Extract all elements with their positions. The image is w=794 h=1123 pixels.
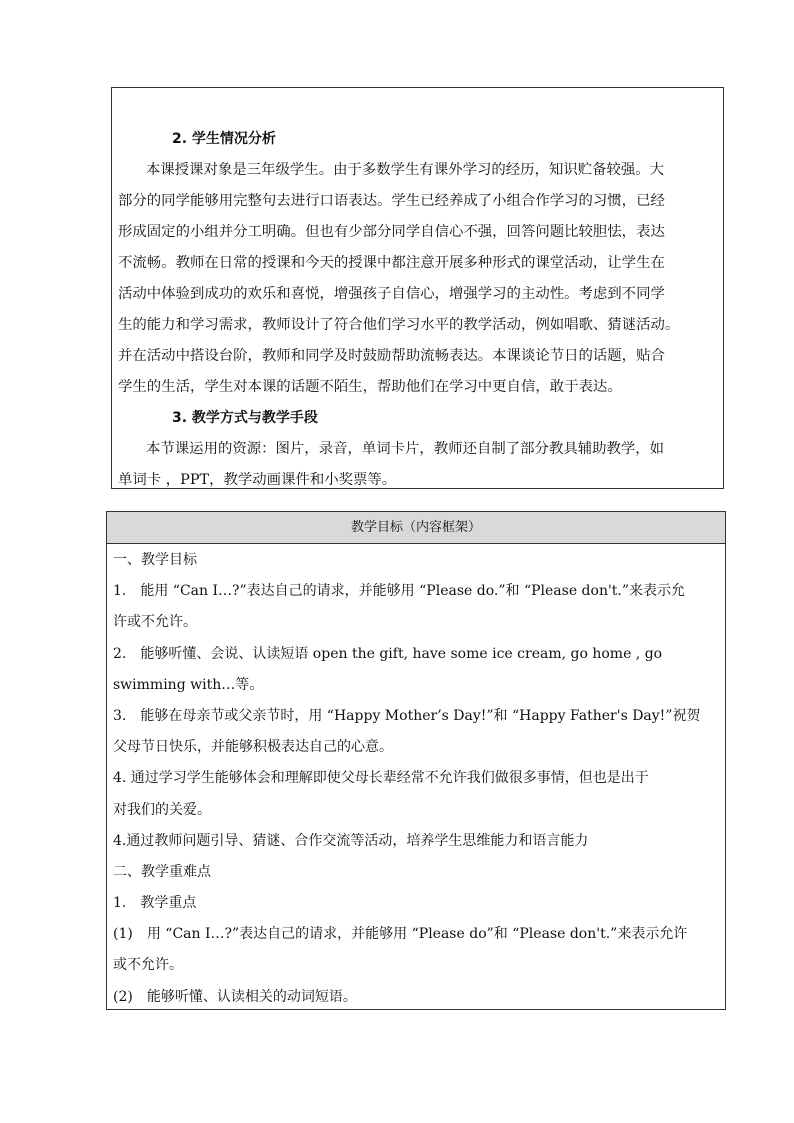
section-title: 一、教学目标: [113, 552, 197, 568]
key-point-line: [113, 888, 719, 919]
paragraph-line: 部分的同学能够用完整句去进行口语表达。学生已经养成了小组合作学习的习惯，已经: [118, 193, 665, 209]
objective-line: 父母节日快乐，并能够积极表达自己的心意。: [113, 739, 393, 756]
item-number: 2.: [113, 645, 127, 662]
paragraph-line: 不流畅。教师在日常的授课和今天的授课中都注意开展多种形式的课堂活动，让学生在: [118, 255, 665, 271]
objective-line: swimming with…等。: [113, 676, 264, 693]
paragraph-line: 本节课运用的资源：图片，录音，单词卡片，教师还自制了部分教具辅助教学，如: [146, 441, 665, 457]
item-number: (2): [113, 988, 133, 1005]
item-text: 能够在母亲节或父亲节时，用 “Happy Mother’s Day!”和 “Happy Father's Day!”祝贺: [140, 707, 701, 724]
key-point-line: [113, 919, 719, 950]
objective-line: 许或不允许。: [113, 614, 197, 631]
item-text: 能够听懂、会说、认读短语 open the gift, have some ice cream, go home , go: [140, 645, 663, 662]
item-number: 3.: [113, 707, 127, 724]
item-text: 能用 “Can I…?”表达自己的请求，并能够用 “Please do.”和 “Please don't.”来表示允: [140, 583, 686, 600]
paragraph-line: 本课授课对象是三年级学生。由于多数学生有课外学习的经历，知识贮备较强。大: [146, 162, 665, 178]
objective-line: 4.通过教师问题引导、猜谜、合作交流等活动，培养学生思维能力和语言能力: [113, 832, 589, 849]
item-text: 教学重点: [140, 895, 197, 912]
paragraph-line: 学生的生活，学生对本课的话题不陌生，帮助他们在学习中更自信，敢于表达。: [118, 379, 622, 395]
paragraph-line: 生的能力和学习需求，教师设计了符合他们学习水平的教学活动，例如唱歌、猜谜活动。: [118, 317, 680, 333]
item-number: 1.: [113, 895, 127, 912]
paragraph-line: 并在活动中搭设台阶，教师和同学及时鼓励帮助流畅表达。本课谈论节日的话题，贴合: [118, 348, 665, 364]
objective-line: [113, 576, 719, 607]
section-title: 二、教学重难点: [113, 863, 211, 880]
student-analysis-content: [118, 124, 717, 496]
objective-line: 对我们的关爱。: [113, 801, 211, 818]
paragraph-line: 形成固定的小组并分工明确。但也有少部分同学自信心不强，回答问题比较胆怯，表达: [118, 224, 665, 240]
objectives-table: [106, 511, 726, 1010]
item-text: 用 “Can I…?”表达自己的请求，并能够用 “Please do”和 “Please don't.”来表示允许: [146, 926, 688, 943]
objective-line: [113, 701, 719, 732]
item-text: 能够听懂、认读相关的动词短语。: [146, 988, 357, 1005]
key-point-line: 或不允许。: [113, 957, 183, 974]
student-analysis-heading: 2. 学生情况分析: [172, 131, 276, 147]
teaching-method-heading: 3. 教学方式与教学手段: [172, 410, 318, 426]
objectives-content: [113, 545, 719, 1013]
objectives-table-header: 教学目标（内容框架）: [107, 512, 725, 544]
paragraph-line: 单词卡 ，PPT，教学动画课件和小奖票等。: [118, 472, 397, 488]
objective-line: 4. 通过学习学生能够体会和理解即使父母长辈经常不允许我们做很多事情，但也是出于: [113, 770, 649, 787]
paragraph-line: 活动中体验到成功的欢乐和喜悦，增强孩子自信心，增强学习的主动性。考虑到不同学: [118, 286, 665, 302]
item-number: 1.: [113, 583, 127, 600]
item-number: (1): [113, 926, 133, 943]
key-point-line: [113, 982, 719, 1013]
student-analysis-box: [111, 87, 724, 489]
objective-line: [113, 639, 719, 670]
